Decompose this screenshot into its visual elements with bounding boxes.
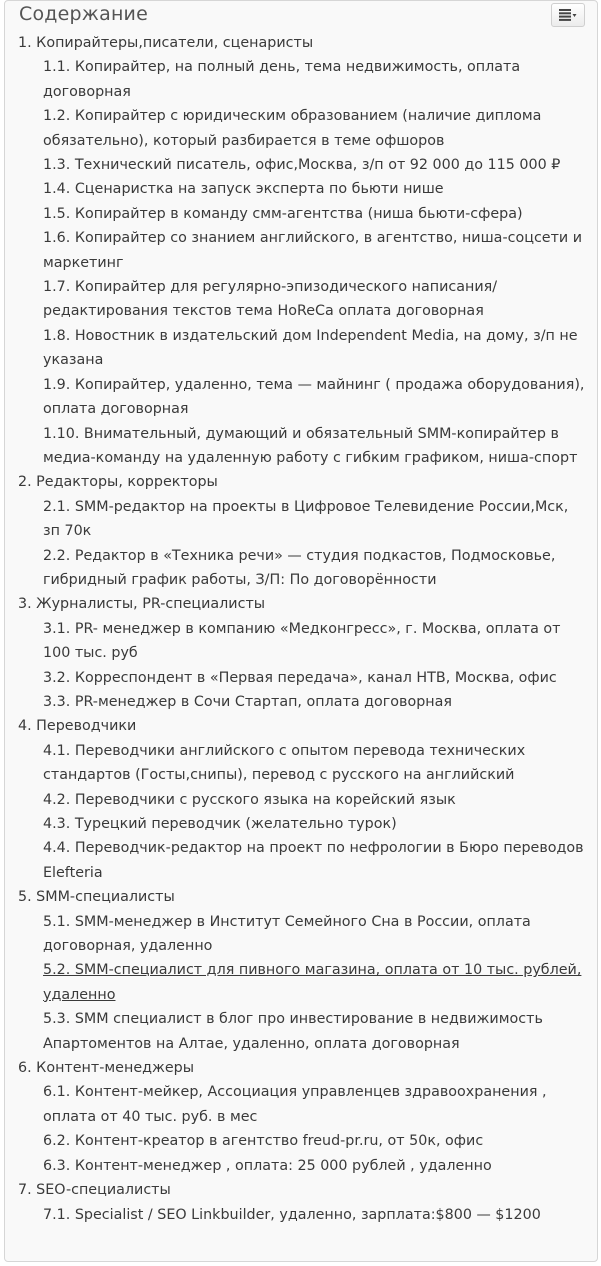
toc-item-link[interactable]: 5.2. SMM-специалист для пивного магазина, оплата от 10 тыс. рублей, удаленно bbox=[43, 962, 582, 1003]
toc-item-link[interactable]: 3.2. Корреспондент в «Первая передача», канал НТВ, Москва, офис bbox=[43, 669, 557, 686]
toc-item-link[interactable]: 4.3. Турецкий переводчик (желательно турок) bbox=[43, 816, 397, 832]
toc-item-link[interactable]: 1.5. Копирайтер в команду смм-агентства (ниша бьюти-сфера) bbox=[43, 205, 523, 222]
toc-item-link[interactable]: 2.1. SMM-редактор на проекты в Цифровое Телевидение России,Мск, зп 70к bbox=[43, 498, 569, 540]
toc-item-link[interactable]: 7.1. Specialist / SEO Linkbuilder, удаленно, зарплата:$800 — $1200 bbox=[43, 1206, 541, 1223]
toc-item-link[interactable]: 1.8. Новостник в издательский дом Independent Media, на дому, з/п не указана bbox=[43, 327, 578, 369]
toc-item-link[interactable]: 2.2. Редактор в «Техника речи» — студия подкастов, Подмосковье, гибридный график работы, З/П: По договорённости bbox=[43, 547, 556, 588]
toc-item-link[interactable]: 4.4. Переводчик-редактор на проект по нефрологии в Бюро переводов Elefteria bbox=[43, 840, 584, 881]
toc-section-link[interactable]: 7. SEO-специалисты bbox=[18, 1182, 171, 1199]
toc-item-link[interactable]: 1.4. Сценаристка на запуск эксперта по бьюти нише bbox=[43, 181, 444, 198]
table-of-contents bbox=[4, 0, 598, 1262]
toc-item-link[interactable]: 1.1. Копирайтер, на полный день, тема недвижимость, оплата договорная bbox=[43, 59, 521, 100]
toc-list bbox=[18, 31, 588, 1227]
toc-section-link[interactable]: 1. Копирайтеры,писатели, сценаристы bbox=[18, 35, 314, 51]
toc-item-link[interactable]: 3.1. PR- менеджер в компанию «Медконгресс», г. Москва, оплата от 100 тыс. руб bbox=[43, 620, 561, 662]
toc-item-link[interactable]: 1.7. Копирайтер для регулярно-эпизодического написания/ редактирования текстов тема HoReCa оплата договорная bbox=[43, 279, 498, 320]
toc-item-link[interactable]: 1.2. Копирайтер с юридическим образованием (наличие диплома обязательно), который разбирается в теме офшоров bbox=[43, 108, 542, 149]
toc-toggle-button[interactable] bbox=[551, 3, 585, 27]
toc-section bbox=[18, 592, 588, 714]
toc-item-link[interactable]: 6.3. Контент-менеджер , оплата: 25 000 рублей , удаленно bbox=[43, 1157, 492, 1174]
toc-item-link[interactable]: 1.3. Технический писатель, офис,Москва, з/п от 92 000 до 115 000 ₽ bbox=[43, 157, 561, 174]
toc-item-link[interactable]: 1.9. Копирайтер, удаленно, тема — майнинг ( продажа оборудования), оплата договорная bbox=[43, 376, 585, 418]
toc-section-link[interactable]: 2. Редакторы, корректоры bbox=[18, 474, 218, 491]
toc-section bbox=[18, 31, 588, 470]
toc-section-link[interactable]: 5. SMM-специалисты bbox=[18, 889, 175, 906]
toc-item-link[interactable]: 1.6. Копирайтер со знанием английского, в агентство, ниша-соцсети и маркетинг bbox=[43, 230, 583, 271]
toc-item-link[interactable]: 3.3. PR-менеджер в Сочи Стартап, оплата договорная bbox=[43, 693, 452, 710]
toc-section-link[interactable]: 6. Контент-менеджеры bbox=[18, 1060, 195, 1077]
toc-item-link[interactable]: 4.2. Переводчики с русского языка на корейский язык bbox=[43, 791, 456, 808]
toc-title: Содержание bbox=[19, 3, 148, 25]
toc-item-link[interactable]: 5.3. SMM специалист в блог про инвестирование в недвижимость Апартоментов на Алтае, удаленно, оплата договорная bbox=[43, 1011, 543, 1052]
toc-section bbox=[18, 1056, 588, 1178]
list-toggle-icon bbox=[559, 9, 577, 21]
toc-section bbox=[18, 1178, 588, 1227]
toc-item-link[interactable]: 4.1. Переводчики английского с опытом перевода технических стандартов (Госты,снипы), перевод с русского на английский bbox=[43, 742, 526, 784]
toc-item-link[interactable]: 5.1. SMM-менеджер в Институт Семейного Сна в России, оплата договорная, удаленно bbox=[43, 913, 531, 955]
toc-section-link[interactable]: 4. Переводчики bbox=[18, 718, 137, 735]
toc-section-link[interactable]: 3. Журналисты, PR-специалисты bbox=[18, 596, 266, 613]
toc-section bbox=[18, 470, 588, 592]
toc-item-link[interactable]: 1.10. Внимательный, думающий и обязательный SMM-копирайтер в медиа-команду на удаленную работу с гибким графиком, ниша-спорт bbox=[43, 425, 578, 466]
toc-item-link[interactable]: 6.2. Контент-креатор в агентство freud-pr.ru, от 50к, офис bbox=[43, 1133, 484, 1150]
toc-section bbox=[18, 714, 588, 885]
toc-section bbox=[18, 885, 588, 1056]
toc-item-link[interactable]: 6.1. Контент-мейкер, Ассоциация управленцев здравоохранения , оплата от 40 тыс. руб. в мес bbox=[43, 1084, 547, 1125]
